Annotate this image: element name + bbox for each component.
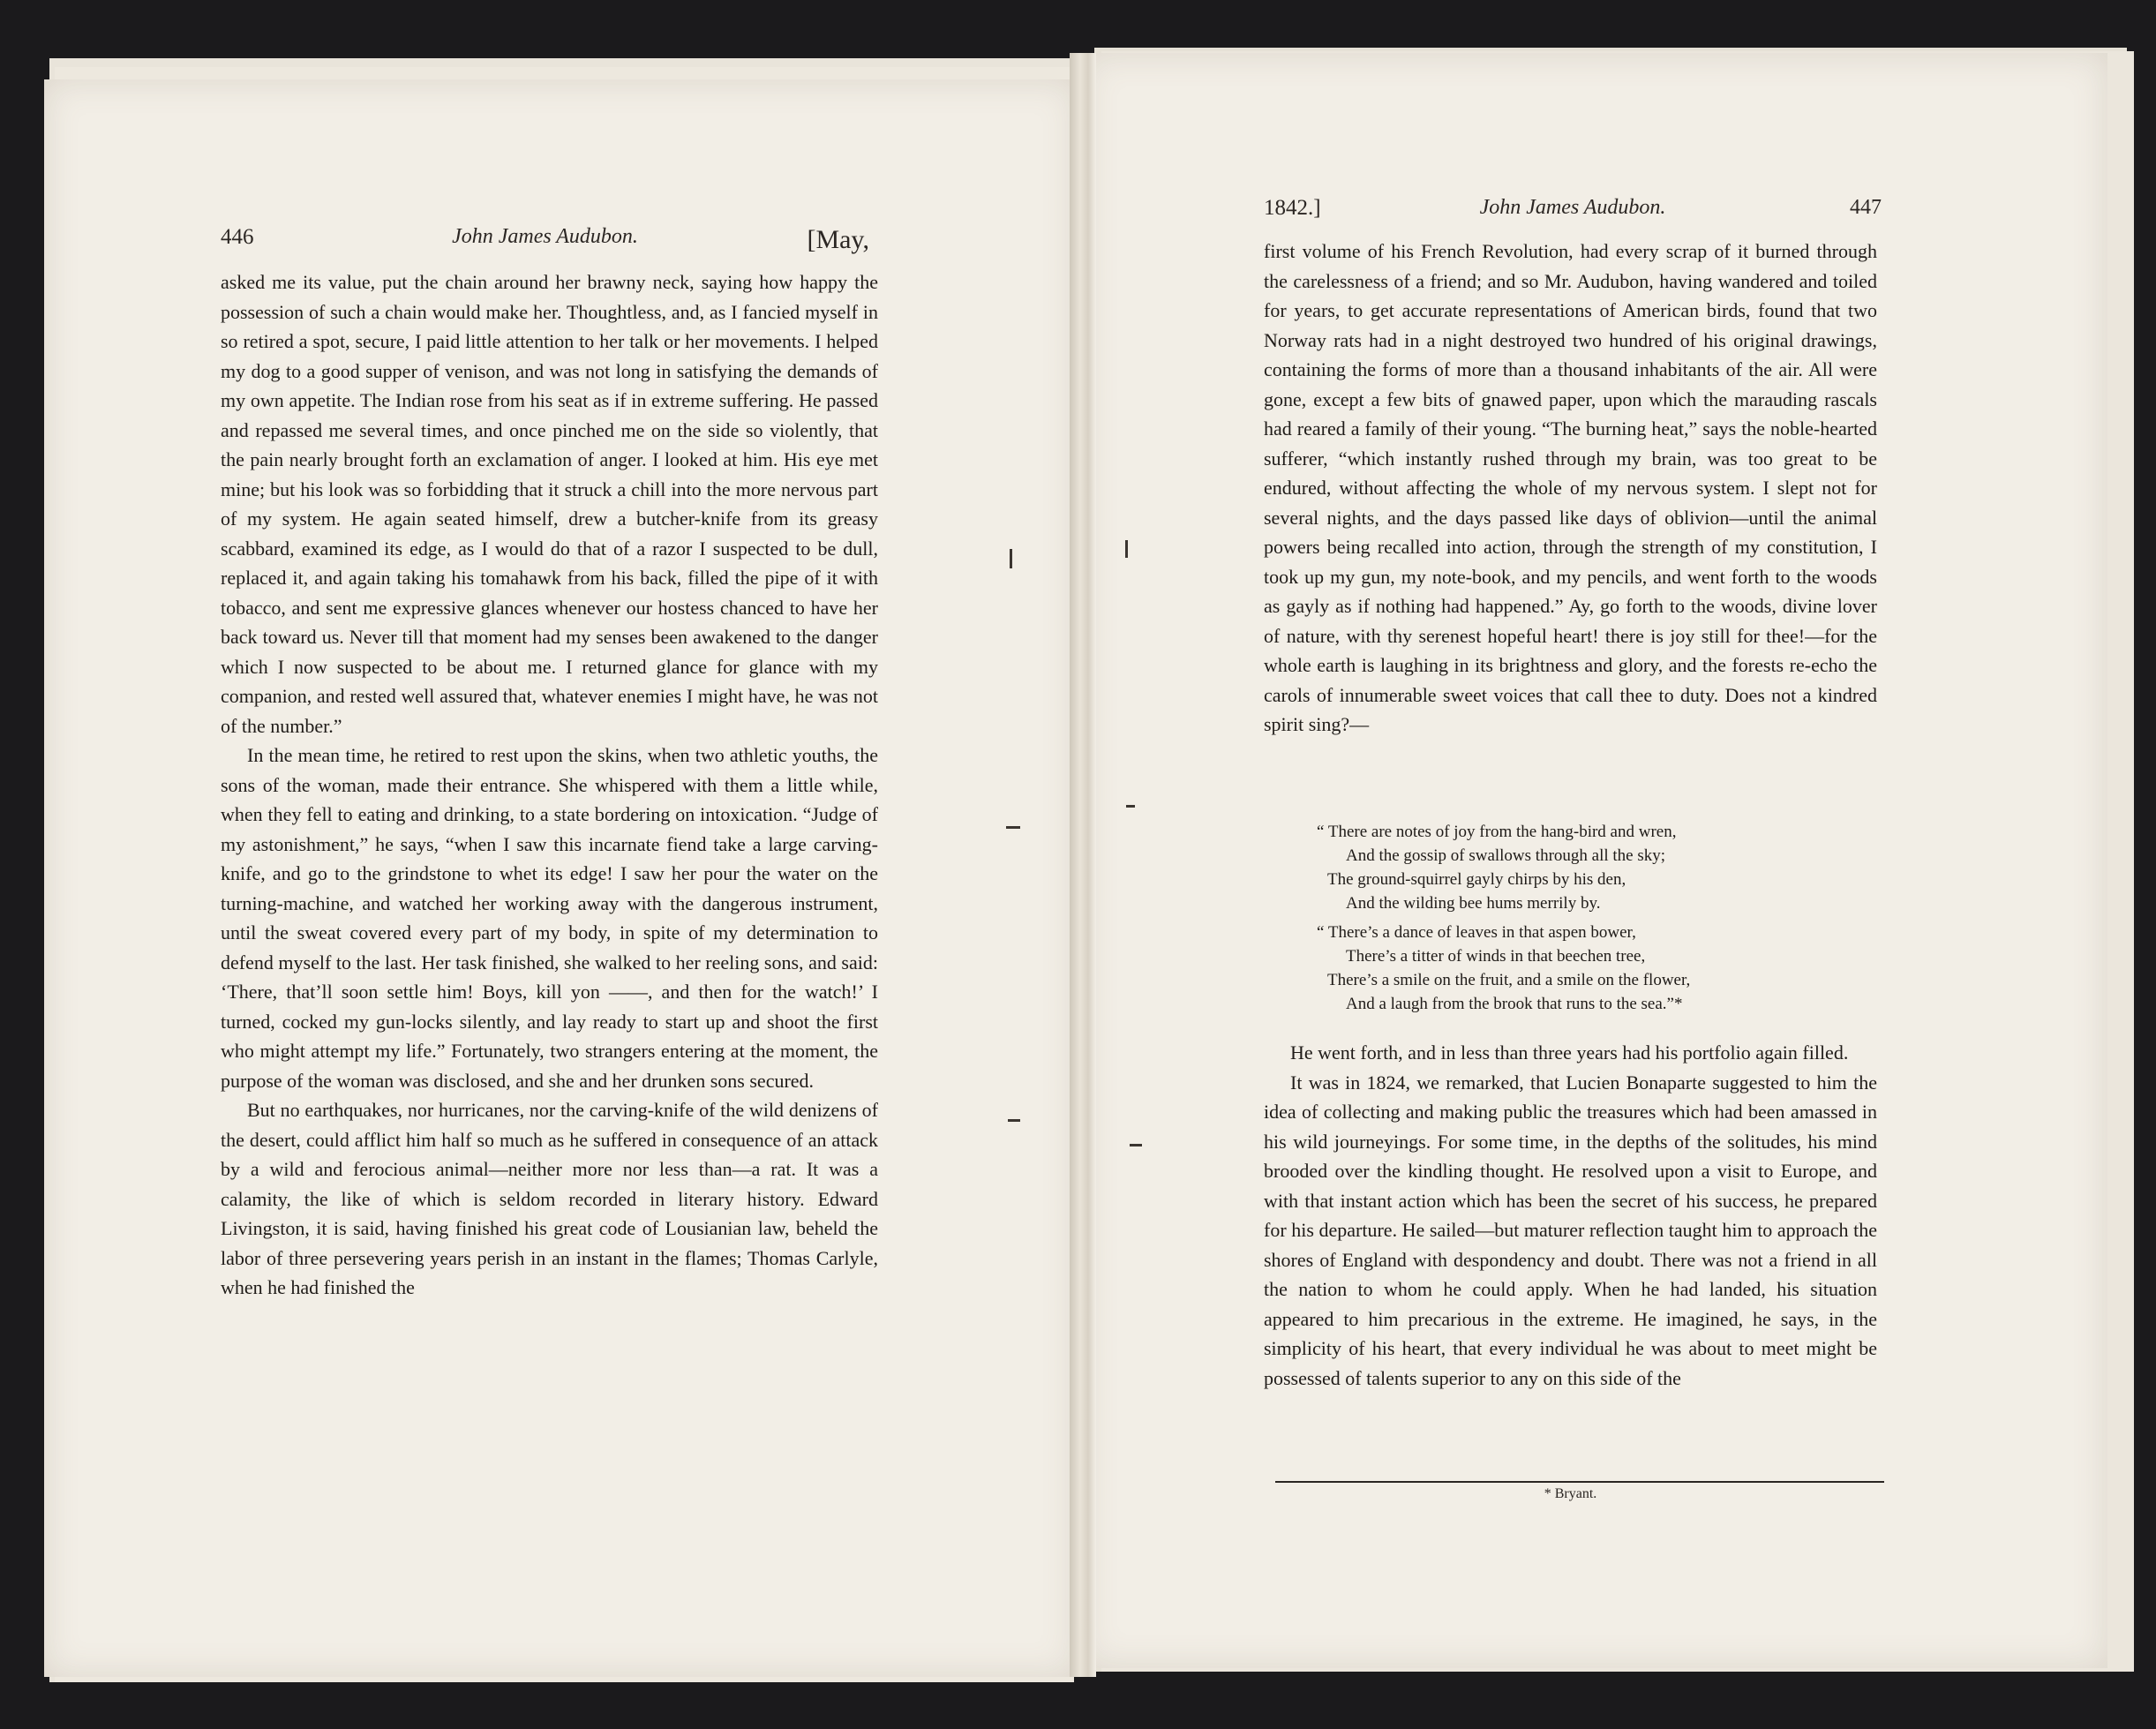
left-paragraph-3: But no earthquakes, nor hurricanes, nor the carving-knife of the wild denizens of the desert, could afflict him half so much as he suffered in consequence of an attack by a wild and ferocious animal—neither more nor less than—a rat. It was a calamity, the like of which is seldom recorded in literary history. Edward Livingston, it is said, having finished his great code of Lousianian law, beheld the labor of three persevering years perish in an instant in the flames; Thomas Carlyle, when he had finished the — [221, 1099, 878, 1298]
left-page-number: 446 — [221, 225, 254, 249]
left-date-mark: [May, — [807, 225, 869, 254]
right-paragraph-2: He went forth, and in less than three years had his portfolio again filled. — [1290, 1041, 1849, 1064]
left-body-text — [221, 267, 878, 1303]
left-paragraph-2: In the mean time, he retired to rest upon the skins, when two athletic youths, the sons of the woman, made their entrance. She whispered with them a little while, when they fell to eating and drinking, to a state bordering on intoxication. “Judge of my astonishment,” he says, “when I saw this incarnate fiend take a large carving-knife, and go to the grindstone to whet its edge! I saw her pour the water on the turning-machine, and watched her working away with the dangerous instrument, until the sweat covered every part of my body, in spite of my determination to defend myself to the last. Her task finished, she walked to her reeling sons, and said: ‘There, that’ll soon settle him! Boys, kill yon ——, and then for the watch!’ I turned, cocked my gun-locks silently, and lay ready to start up and shoot the first who might attempt my life.” Fortunately, two strangers entering at the moment, the purpose of the woman was disclosed, and she and her drunken sons secured. — [221, 744, 878, 1092]
poem-stanza-2 — [1264, 921, 1877, 1016]
poem-line: “ There are notes of joy from the hang-bird and wren, — [1317, 823, 1677, 841]
poem-line: And a laugh from the brook that runs to the sea.”* — [1346, 995, 1683, 1013]
poem-line: And the wilding bee hums merrily by. — [1346, 894, 1601, 913]
poem-line: “ There’s a dance of leaves in that aspen bower, — [1317, 923, 1636, 942]
right-date-mark: 1842.] — [1264, 196, 1321, 220]
right-body-text-top — [1264, 237, 1877, 740]
stitch-mark — [1010, 549, 1012, 568]
footnote-rule — [1275, 1481, 1884, 1483]
stitch-mark — [1125, 540, 1128, 558]
stitch-mark — [1126, 805, 1135, 808]
right-paragraph-3: It was in 1824, we remarked, that Lucien Bonaparte suggested to him the idea of collecting and making public the treasures which had been amassed in his wild journeyings. For some time, in the depths of the solitudes, his mind brooded over the kindling thought. He resolved upon a visit to Europe, and with that instant action which has been the secret of his success, he prepared for his departure. He sailed—but maturer reflection taught him to approach the shores of England with despondency and doubt. There was not a friend in all the nation to whom he could apply. When he had landed, his situation appeared to him precarious in the extreme. He imagined, he says, in the simplicity of his heart, that every individual he was about to meet might be possessed of talents superior to any on this side of the — [1264, 1071, 1877, 1389]
right-page-number: 447 — [1850, 196, 1882, 219]
left-running-title: John James Audubon. — [452, 225, 638, 248]
right-paragraph-1: first volume of his French Revolution, had every scrap of it burned through the carelessness of a friend; and so Mr. Audubon, having wandered and toiled for years, to get accurate representations of American birds, found that two Norway rats had in a night destroyed two hundred of his original drawings, containing the forms of more than a thousand inhabitants of the air. All were gone, except a few bits of gnawed paper, upon which the marauding rascals had reared a family of their young. “The burning heat,” says the noble-hearted sufferer, “which instantly rushed through my brain, was too great to be endured, without affecting the whole of my nervous system. I slept not for several nights, and the days passed like days of oblivion—until the animal powers being recalled into action, through the strength of my constitution, I took up my gun, my note-book, and my pencils, and went forth to the woods as gayly as if nothing had happened.” Ay, go forth to the woods, divine lover of nature, with thy serenest hopeful heart! there is joy still for thee!—for the whole earth is laughing in its brightness and glory, and the forests re-echo the carols of innumerable sweet voices that call thee to duty. Does not a kindred spirit sing?— — [1264, 240, 1877, 735]
stitch-mark — [1008, 1119, 1020, 1122]
book-gutter — [1070, 53, 1096, 1677]
poem-quotation — [1264, 820, 1877, 1021]
footnote: * Bryant. — [1544, 1486, 1597, 1501]
poem-stanza-1 — [1264, 820, 1877, 915]
poem-line: There’s a smile on the fruit, and a smile on the flower, — [1327, 971, 1691, 989]
poem-line: The ground-squirrel gayly chirps by his den, — [1327, 870, 1626, 889]
stitch-mark — [1130, 1144, 1142, 1146]
stitch-mark — [1006, 826, 1020, 829]
poem-line: There’s a titter of winds in that beechen tree, — [1346, 947, 1646, 966]
right-body-text-bottom — [1264, 1038, 1877, 1393]
left-paragraph-1: asked me its value, put the chain around her brawny neck, saying how happy the possession of such a chain would make her. Thoughtless, and, as I fancied myself in so retired a spot, secure, I paid little attention to her talk or her movements. I helped my dog to a good supper of venison, and was not long in satisfying the demands of my own appetite. The Indian rose from his seat as if in extreme suffering. He passed and repassed me several times, and once pinched me on the side so violently, that the pain nearly brought forth an exclamation of anger. I looked at him. His eye met mine; but his look was so forbidding that it struck a chill into the more nervous part of my system. He again seated himself, drew a butcher-knife from its greasy scabbard, examined its edge, as I would do that of a razor I suspected to be dull, replaced it, and again taking his tomahawk from his back, filled the pipe of it with tobacco, and sent me expressive glances whenever our hostess chanced to have her back toward us. Never till that moment had my senses been awakened to the danger which I now suspected to be about me. I returned glance for glance with my companion, and rested well assured that, whatever enemies I might have, he was not of the number.” — [221, 271, 878, 737]
poem-line: And the gossip of swallows through all the sky; — [1346, 846, 1666, 865]
right-running-title: John James Audubon. — [1479, 196, 1666, 219]
